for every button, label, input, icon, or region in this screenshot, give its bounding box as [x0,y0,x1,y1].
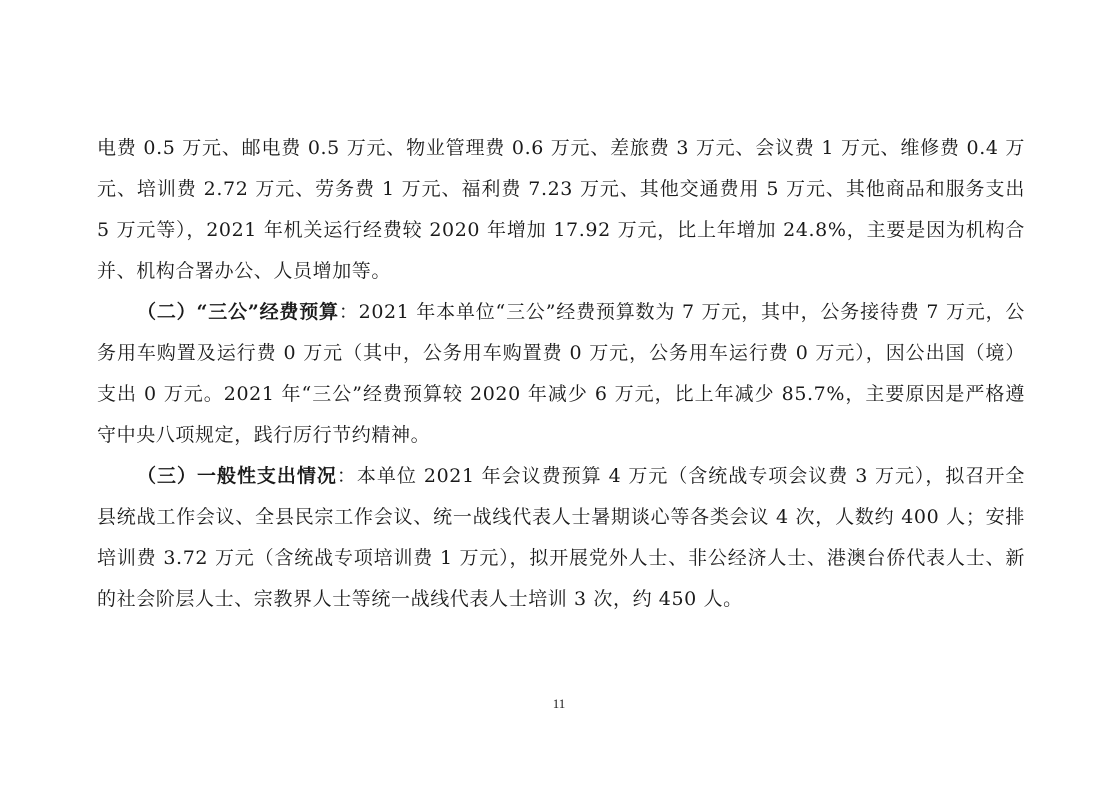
section-heading-general-expenses: （三）一般性支出情况 [137,465,337,487]
paragraph-operating-expenses [97,128,1025,292]
paragraph-three-public-expenses [97,292,1025,456]
document-body [97,128,1025,620]
section-heading-three-public: （二）“三公”经费预算 [137,301,339,323]
paragraph-general-expenses [97,456,1025,620]
paragraph-text: ：本单位 2021 年会议费预算 4 万元（含统战专项会议费 3 万元），拟召开全县统战工作会议、全县民宗工作会议、统一战线代表人士暑期谈心等各类会议 4 次，人数约 400 人；安排培训费 3.72 万元（含统战专项培训费 1 万元），拟开展党外人士、非公经济人士、港澳台侨代表人士、新的社会阶层人士、宗教界人士等统一战线代表人士培训 3 次，约 450 人。 [97,465,1025,610]
paragraph-text: ：2021 年本单位“三公”经费预算数为 7 万元，其中，公务接待费 7 万元，公务用车购置及运行费 0 万元（其中，公务用车购置费 0 万元，公务用车运行费 0 万元），因公出国（境）支出 0 万元。2021 年“三公”经费预算较 2020 年减少 6 万元，比上年减少 85.7%，主要原因是严格遵守中央八项规定，践行厉行节约精神。 [97,301,1025,446]
page-number: 11 [552,696,566,711]
paragraph-text: 电费 0.5 万元、邮电费 0.5 万元、物业管理费 0.6 万元、差旅费 3 万元、会议费 1 万元、维修费 0.4 万元、培训费 2.72 万元、劳务费 1 万元、福利费 7.23 万元、其他交通费用 5 万元、其他商品和服务支出 5 万元等），2021 年机关运行经费较 2020 年增加 17.92 万元，比上年增加 24.8%，主要是因为机构合并、机构合署办公、人员增加等。 [97,137,1025,282]
